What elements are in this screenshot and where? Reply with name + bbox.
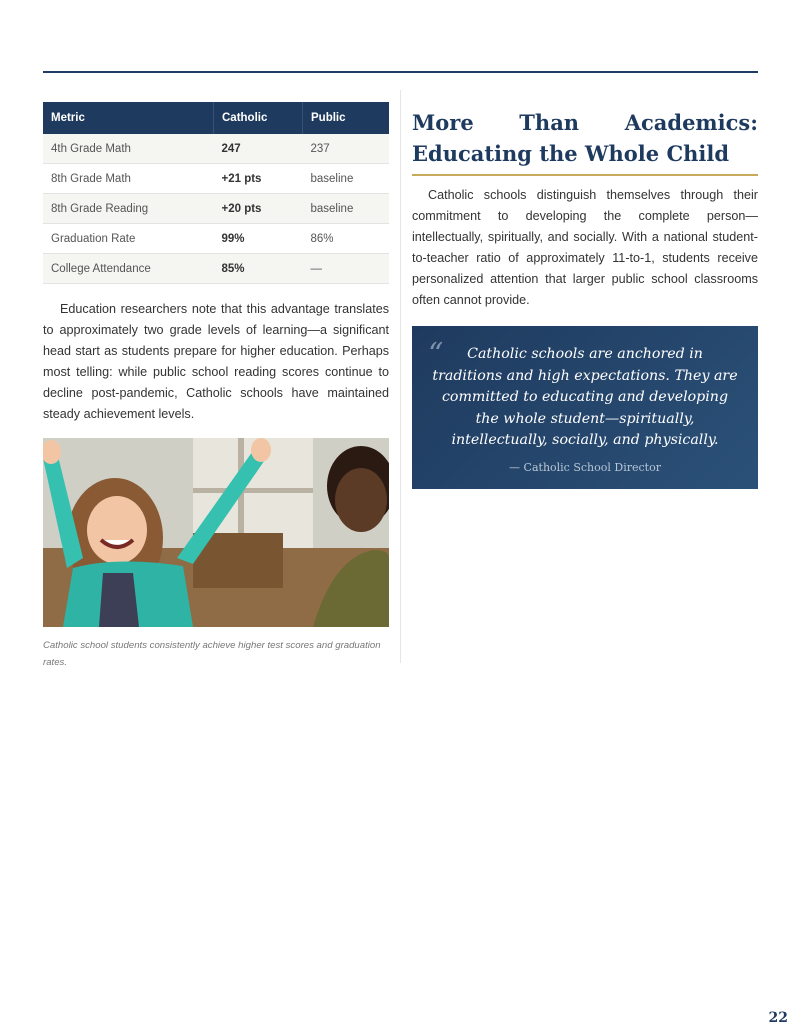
table-row — [43, 134, 389, 164]
body-paragraph: Education researchers note that this advantage translates to approximately two grade levels of learning—a significant head start as students prepare for higher education. Perhaps most telling: while public school reading scores continue to decline post-pandemic, Catholic schools have maintained steady achievement levels. — [43, 302, 389, 421]
catholic-cell: +21 pts — [214, 164, 303, 194]
quote-attribution: — Catholic School Director — [509, 460, 661, 474]
pull-quote — [412, 326, 758, 489]
header-metric: Metric — [43, 102, 214, 134]
title-underline — [412, 174, 758, 176]
table-header-row — [43, 102, 389, 134]
table-row — [43, 254, 389, 284]
catholic-cell: +20 pts — [214, 194, 303, 224]
page-number: 22 — [768, 1010, 788, 1026]
metric-cell: College Attendance — [43, 254, 214, 284]
classroom-photo — [43, 438, 389, 627]
table-row — [43, 194, 389, 224]
metric-cell: 4th Grade Math — [43, 134, 214, 164]
quote-text: Catholic schools are anchored in traditions and high expectations. They are committed to educating and developing the whole student—spiritually, intellectually, socially, and physically. — [432, 346, 738, 448]
table-row — [43, 224, 389, 254]
metric-cell: Graduation Rate — [43, 224, 214, 254]
top-rule — [43, 71, 758, 73]
right-column — [412, 107, 758, 489]
public-cell: 86% — [303, 224, 390, 254]
left-column — [43, 102, 389, 671]
public-cell: — — [303, 254, 390, 284]
header-public: Public — [303, 102, 390, 134]
column-divider — [400, 90, 401, 663]
photo-caption: Catholic school students consistently achieve higher test scores and graduation rates. — [43, 639, 381, 668]
catholic-cell: 247 — [214, 134, 303, 164]
comparison-table — [43, 102, 389, 284]
metric-cell: 8th Grade Reading — [43, 194, 214, 224]
public-cell: 237 — [303, 134, 390, 164]
metric-cell: 8th Grade Math — [43, 164, 214, 194]
catholic-cell: 99% — [214, 224, 303, 254]
table-row — [43, 164, 389, 194]
public-cell: baseline — [303, 194, 390, 224]
public-cell: baseline — [303, 164, 390, 194]
header-catholic: Catholic — [214, 102, 303, 134]
section-paragraph: Catholic schools distinguish themselves through their commitment to developing the complete person—intellectually, spiritually, and socially. With a national student-to-teacher ratio of approximately 11-to-1, students receive personalized attention that larger public school classrooms often cannot provide. — [412, 188, 758, 307]
catholic-cell: 85% — [214, 254, 303, 284]
quote-mark-icon: “ — [428, 337, 444, 372]
section-title: More Than Academics: Educating the Whole Child — [412, 110, 758, 166]
